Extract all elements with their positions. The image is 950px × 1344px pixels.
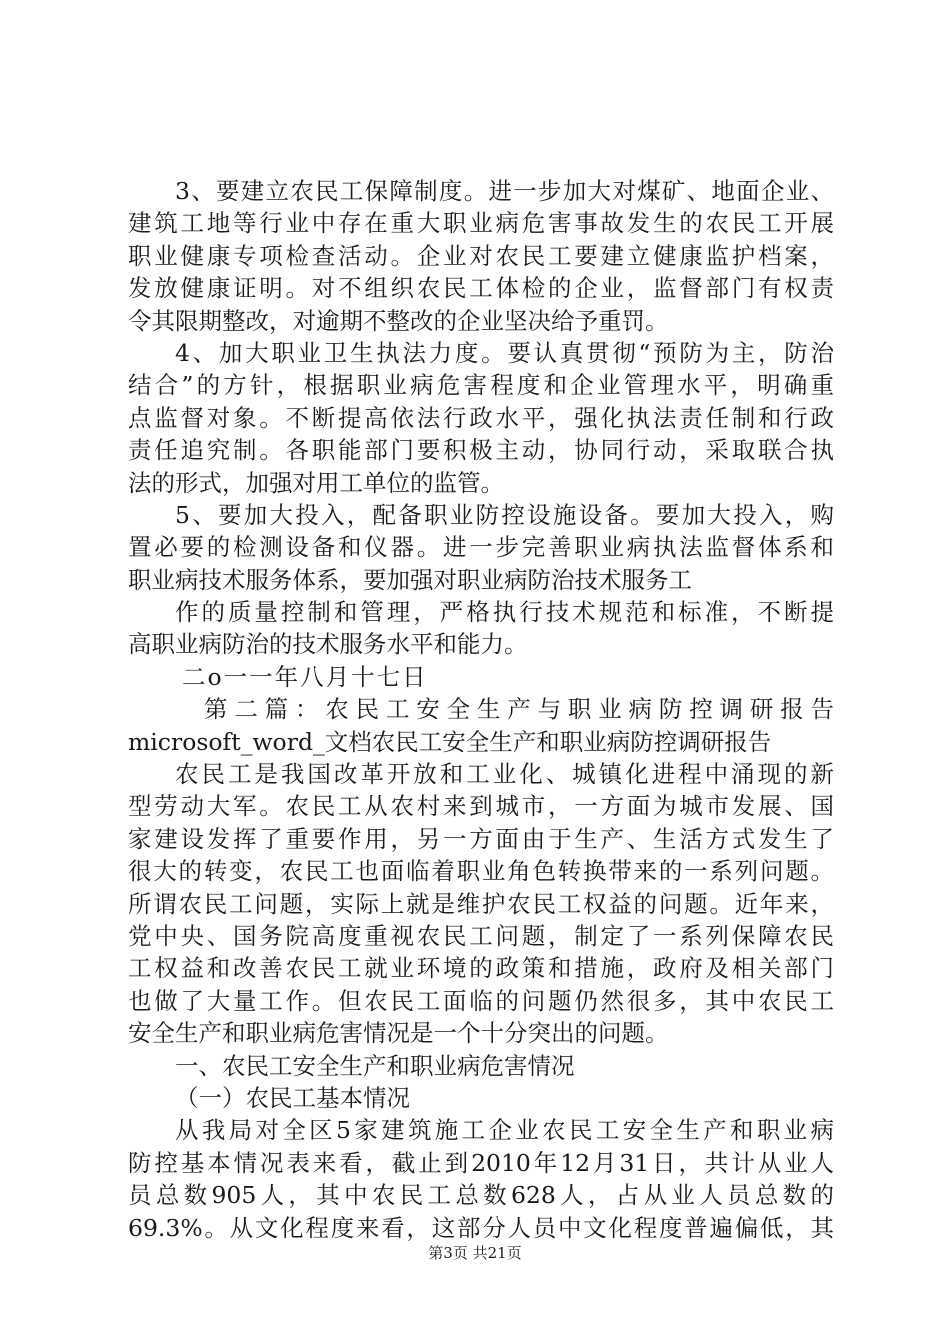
paragraph-5-line: 职业病技术服务体系，要加强对职业病防治技术服务工 <box>128 565 692 594</box>
basic-info-paragraph-line: 从我局对全区5家建筑施工企业农民工安全生产和职业病 <box>175 1116 834 1145</box>
paragraph-5-line: 高职业病防治的技术服务水平和能力。 <box>128 630 528 659</box>
paragraph-4-line: 结合”的方针，根据职业病危害程度和企业管理水平，明确重 <box>128 371 834 400</box>
basic-info-paragraph-line: 防控基本情况表来看，截止到2010年12月31日，共计从业人 <box>128 1148 834 1177</box>
paragraph-3-line: 职业健康专项检查活动。企业对农民工要建立健康监护档案， <box>128 241 834 270</box>
paragraph-3-line: 发放健康证明。对不组织农民工体检的企业，监督部门有权责 <box>128 274 834 303</box>
paragraph-5-line: 5、要加大投入，配备职业防控设施设备。要加大投入，购 <box>175 500 834 529</box>
paragraph-4-line: 责任追究制。各职能部门要积极主动，协同行动，采取联合执 <box>128 436 834 465</box>
intro-paragraph-line: 安全生产和职业病危害情况是一个十分突出的问题。 <box>128 1019 669 1048</box>
basic-info-paragraph-line: 69.3%。从文化程度来看，这部分人员中文化程度普遍偏低，其 <box>128 1213 834 1242</box>
paragraph-5-line: 置必要的检测设备和仪器。进一步完善职业病执法监督体系和 <box>128 533 834 562</box>
paragraph-4-line: 4、加大职业卫生执法力度。要认真贯彻“预防为主，防治 <box>175 338 834 367</box>
intro-paragraph-line: 工权益和改善农民工就业环境的政策和措施，政府及相关部门 <box>128 954 834 983</box>
section-subtitle: microsoft_word_文档农民工安全生产和职业病防控调研报告 <box>128 727 772 756</box>
heading-level-1: 一、农民工安全生产和职业病危害情况 <box>175 1051 575 1080</box>
intro-paragraph-line: 家建设发挥了重要作用，另一方面由于生产、生活方式发生了 <box>128 824 834 853</box>
paragraph-4-line: 点监督对象。不断提高依法行政水平，强化执法责任制和行政 <box>128 403 834 432</box>
basic-info-paragraph-line: 员总数905人，其中农民工总数628人，占从业人员总数的 <box>128 1181 834 1210</box>
paragraph-3-line: 令其限期整改，对逾期不整改的企业坚决给予重罚。 <box>128 306 669 335</box>
paragraph-3-line: 建筑工地等行业中存在重大职业病危害事故发生的农民工开展 <box>128 209 834 238</box>
intro-paragraph-line: 所谓农民工问题，实际上就是维护农民工权益的问题。近年来， <box>128 889 834 918</box>
section-title: 第二篇：农民工安全生产与职业病防控调研报告 <box>204 695 834 724</box>
intro-paragraph-line: 型劳动大军。农民工从农村来到城市，一方面为城市发展、国 <box>128 792 834 821</box>
document-body <box>128 175 834 1244</box>
page-footer: 第3页 共21页 <box>428 1244 522 1262</box>
paragraph-5-line: 作的质量控制和管理，严格执行技术规范和标准，不断提 <box>175 598 834 627</box>
intro-paragraph-line: 很大的转变，农民工也面临着职业角色转换带来的一系列问题。 <box>128 857 834 886</box>
paragraph-3-line: 3、要建立农民工保障制度。进一步加大对煤矿、地面企业、 <box>175 177 834 205</box>
date-line: 二o一一年八月十七日 <box>182 662 428 691</box>
paragraph-4-line: 法的形式，加强对用工单位的监管。 <box>128 468 504 497</box>
intro-paragraph-line: 党中央、国务院高度重视农民工问题，制定了一系列保障农民 <box>128 921 834 950</box>
intro-paragraph-line: 农民工是我国改革开放和工业化、城镇化进程中涌现的新 <box>175 760 834 789</box>
heading-level-2: （一）农民工基本情况 <box>175 1083 410 1112</box>
intro-paragraph-line: 也做了大量工作。但农民工面临的问题仍然很多，其中农民工 <box>128 986 834 1015</box>
